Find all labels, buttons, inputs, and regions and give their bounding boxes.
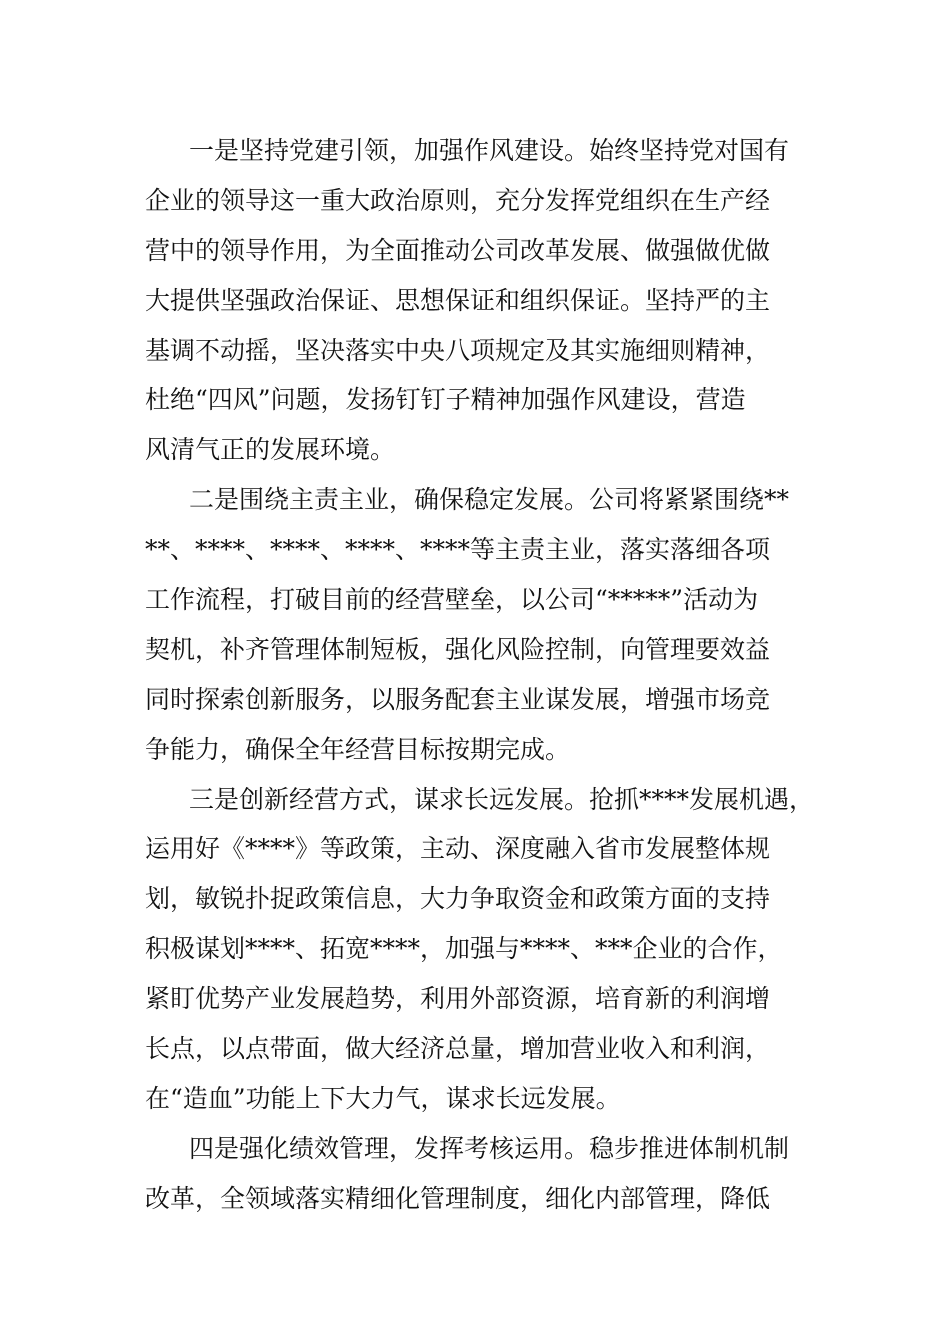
text-line: 改革，全领域落实精细化管理制度，细化内部管理，降低	[145, 1183, 771, 1213]
text-line: 同时探索创新服务，以服务配套主业谋发展，增强市场竞	[145, 684, 771, 714]
body-text	[145, 126, 835, 1224]
text-line: 紧盯优势产业发展趋势，利用外部资源，培育新的利润增	[145, 984, 771, 1014]
text-line: **、****、****、****、****等主责主业，落实落细各项	[145, 535, 771, 565]
text-line: 企业的领导这一重大政治原则，充分发挥党组织在生产经	[145, 185, 771, 215]
text-line: 三是创新经营方式，谋求长远发展。抢抓****发展机遇，	[189, 784, 815, 814]
text-line: 长点，以点带面，做大经济总量，增加营业收入和利润，	[145, 1034, 771, 1064]
text-line: 基调不动摇，坚决落实中央八项规定及其实施细则精神，	[145, 335, 771, 365]
text-line: 杜绝“四风”问题，发扬钉钉子精神加强作风建设，营造	[145, 385, 746, 415]
text-line: 积极谋划****、拓宽****，加强与****、***企业的合作，	[145, 934, 783, 964]
text-line: 风清气正的发展环境。	[145, 435, 396, 465]
text-line: 争能力，确保全年经营目标按期完成。	[145, 734, 571, 764]
text-line: 在“造血”功能上下大力气，谋求长远发展。	[145, 1083, 621, 1113]
text-line: 运用好《****》等政策，主动、深度融入省市发展整体规	[145, 834, 771, 864]
text-line: 大提供坚强政治保证、思想保证和组织保证。坚持严的主	[145, 285, 771, 315]
text-line: 契机，补齐管理体制短板，强化风险控制，向管理要效益	[145, 634, 771, 664]
text-line: 划，敏锐扑捉政策信息，大力争取资金和政策方面的支持	[145, 884, 771, 914]
text-line: 四是强化绩效管理，发挥考核运用。稳步推进体制机制	[189, 1133, 790, 1163]
text-line: 二是围绕主责主业，确保稳定发展。公司将紧紧围绕**	[189, 485, 790, 515]
text-line: 工作流程，打破目前的经营壁垒，以公司“*****”活动为	[145, 585, 759, 615]
text-line: 营中的领导作用，为全面推动公司改革发展、做强做优做	[145, 235, 771, 265]
text-line: 一是坚持党建引领，加强作风建设。始终坚持党对国有	[189, 136, 790, 165]
